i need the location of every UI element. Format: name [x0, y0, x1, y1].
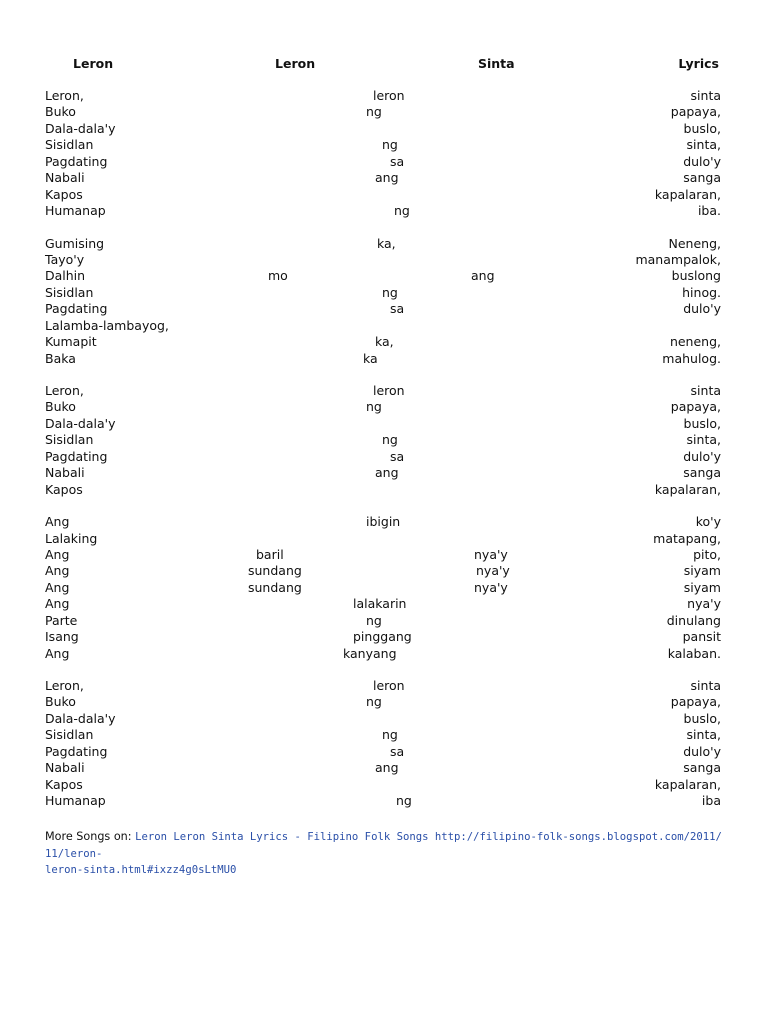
lyric-line: [45, 399, 721, 415]
lyric-word: ko'y: [695, 514, 721, 530]
lyric-word: ka,: [377, 235, 396, 251]
lyric-line: [45, 236, 721, 252]
lyric-word: sinta,: [686, 432, 721, 448]
lyric-word: Kapos: [45, 186, 83, 202]
lyric-line: [45, 334, 721, 350]
lyric-line: [45, 252, 721, 268]
lyric-line: [45, 187, 721, 203]
lyric-word: Buko: [45, 694, 76, 710]
lyric-line: [45, 793, 721, 809]
lyric-word: sinta: [690, 678, 721, 693]
lyric-word: iba.: [697, 203, 721, 219]
lyric-word: sinta,: [686, 727, 721, 743]
lyric-line: [45, 383, 721, 399]
lyric-line: [45, 514, 721, 530]
lyric-word: ang: [375, 760, 399, 776]
lyric-word: nya'y: [474, 579, 508, 595]
lyric-line: [45, 203, 721, 219]
lyric-word: Nabali: [45, 170, 85, 186]
lyric-word: ng: [366, 694, 382, 710]
lyric-word: sanga: [683, 170, 721, 186]
lyric-word: Kapos: [45, 776, 83, 792]
lyric-word: kapalaran,: [654, 776, 721, 792]
lyric-word: kalaban.: [667, 645, 721, 661]
lyric-word: Leron,: [45, 88, 84, 103]
lyric-word: Humanap: [45, 793, 106, 809]
lyric-word: Pagdating: [45, 743, 108, 759]
stanza: [45, 678, 721, 810]
lyric-word: neneng,: [669, 334, 721, 350]
lyric-word: ng: [366, 612, 382, 628]
stanza: [45, 383, 721, 498]
lyric-word: Pagdating: [45, 301, 108, 317]
lyric-word: papaya,: [670, 694, 721, 710]
lyric-line: [45, 432, 721, 448]
lyric-line: [45, 449, 721, 465]
lyric-word: sa: [390, 153, 405, 169]
lyric-word: Leron,: [45, 678, 84, 693]
lyrics-body: [45, 88, 721, 826]
lyric-line: [45, 88, 721, 104]
lyric-word: Buko: [45, 399, 76, 415]
lyric-word: manampalok,: [635, 251, 721, 267]
lyric-line: [45, 268, 721, 284]
lyric-word: leron: [373, 88, 405, 103]
lyric-word: siyam: [683, 579, 721, 595]
lyric-word: Baka: [45, 350, 76, 366]
source-url[interactable]: http://filipino-folk-songs.blogspot.com/2011/11/leron-: [45, 831, 722, 860]
lyric-line: [45, 170, 721, 186]
lyric-word: Ang: [45, 579, 70, 595]
lyric-line: [45, 531, 721, 547]
lyric-line: [45, 104, 721, 120]
lyric-word: Kapos: [45, 481, 83, 497]
lyric-line: [45, 694, 721, 710]
lyric-word: kapalaran,: [654, 481, 721, 497]
lyric-word: leron: [373, 383, 405, 398]
lyric-line: [45, 154, 721, 170]
lyric-word: Parte: [45, 612, 78, 628]
lyric-word: sanga: [683, 760, 721, 776]
lyric-word: Sisidlan: [45, 432, 94, 448]
footer-source: [45, 829, 725, 879]
lyric-word: ng: [366, 104, 382, 120]
lyric-word: ng: [394, 203, 410, 219]
lyric-word: Gumising: [45, 235, 105, 251]
lyric-line: [45, 629, 721, 645]
lyric-word: dulo'y: [683, 448, 721, 464]
lyric-line: [45, 351, 721, 367]
lyric-line: [45, 285, 721, 301]
lyric-word: Leron,: [45, 383, 84, 398]
lyric-word: Neneng,: [668, 235, 721, 251]
footer-label: More Songs on:: [45, 830, 136, 843]
lyric-word: Humanap: [45, 203, 106, 219]
lyric-word: mo: [268, 268, 288, 284]
lyric-word: pansit: [682, 629, 721, 645]
lyric-word: sinta: [690, 88, 721, 103]
source-link[interactable]: Leron Leron Sinta Lyrics - Filipino Folk Songs: [135, 831, 429, 843]
lyric-word: ibigin: [366, 514, 401, 530]
lyric-word: Dalhin: [45, 268, 86, 284]
lyric-line: [45, 613, 721, 629]
lyric-word: Ang: [45, 596, 70, 612]
lyric-word: Sisidlan: [45, 137, 94, 153]
lyric-word: nya'y: [474, 546, 508, 562]
lyric-word: ang: [471, 268, 495, 284]
lyric-word: nya'y: [476, 563, 510, 579]
lyric-word: sa: [390, 301, 405, 317]
lyric-word: Tayo'y: [45, 251, 85, 267]
lyric-word: ng: [382, 284, 398, 300]
lyric-word: dulo'y: [683, 301, 721, 317]
lyric-line: [45, 580, 721, 596]
lyric-word: Sisidlan: [45, 284, 94, 300]
title-word: Leron: [73, 56, 114, 71]
lyric-word: ka: [363, 350, 378, 366]
lyric-word: Isang: [45, 629, 79, 645]
lyric-line: [45, 301, 721, 317]
lyric-word: matapang,: [653, 530, 721, 546]
lyric-word: Ang: [45, 563, 70, 579]
lyric-word: baril: [256, 546, 284, 562]
lyric-word: iba: [701, 793, 721, 809]
lyric-word: kanyang: [343, 645, 397, 661]
lyric-word: Lalamba-lambayog,: [45, 317, 169, 333]
lyric-word: Ang: [45, 645, 70, 661]
lyric-word: ng: [366, 399, 382, 415]
lyric-line: [45, 563, 721, 579]
source-url-tail[interactable]: leron-sinta.html#ixzz4g0sLtMU0: [45, 864, 237, 876]
lyric-word: ng: [382, 137, 398, 153]
lyric-word: Lalaking: [45, 530, 98, 546]
lyric-line: [45, 760, 721, 776]
lyric-word: sundang: [248, 563, 302, 579]
lyric-line: [45, 596, 721, 612]
lyric-line: [45, 547, 721, 563]
lyric-word: ang: [375, 465, 399, 481]
lyric-word: leron: [373, 678, 405, 693]
lyric-line: [45, 121, 721, 137]
song-title: [45, 56, 721, 72]
lyric-line: [45, 744, 721, 760]
lyric-word: hinog.: [682, 284, 721, 300]
lyric-word: sa: [390, 448, 405, 464]
lyric-word: ng: [382, 432, 398, 448]
lyric-line: [45, 678, 721, 694]
lyric-word: kapalaran,: [654, 186, 721, 202]
lyric-word: ng: [382, 727, 398, 743]
lyric-line: [45, 727, 721, 743]
lyric-word: buslong: [671, 268, 721, 284]
lyric-line: [45, 646, 721, 662]
lyric-line: [45, 711, 721, 727]
lyric-word: Dala-dala'y: [45, 710, 116, 726]
lyric-word: pinggang: [353, 629, 412, 645]
lyric-line: [45, 416, 721, 432]
lyric-word: Nabali: [45, 760, 85, 776]
lyric-word: nya'y: [687, 596, 721, 612]
lyric-line: [45, 318, 721, 334]
lyric-word: dulo'y: [683, 743, 721, 759]
stanza: [45, 88, 721, 220]
lyric-word: dulo'y: [683, 153, 721, 169]
lyric-word: sanga: [683, 465, 721, 481]
lyric-word: Ang: [45, 546, 70, 562]
lyric-word: Dala-dala'y: [45, 120, 116, 136]
title-word: Lyrics: [678, 56, 719, 71]
lyric-line: [45, 482, 721, 498]
lyric-word: sundang: [248, 579, 302, 595]
lyric-line: [45, 137, 721, 153]
lyric-word: sinta,: [686, 137, 721, 153]
lyric-word: buslo,: [683, 415, 721, 431]
lyric-word: mahulog.: [662, 350, 721, 366]
lyric-word: papaya,: [670, 399, 721, 415]
lyric-word: dinulang: [666, 612, 721, 628]
lyric-word: buslo,: [683, 710, 721, 726]
title-word: Leron: [275, 56, 316, 71]
lyric-word: ng: [396, 793, 412, 809]
lyric-word: sinta: [690, 383, 721, 398]
lyric-word: siyam: [683, 563, 721, 579]
lyric-word: lalakarin: [353, 596, 407, 612]
lyric-word: Pagdating: [45, 153, 108, 169]
lyric-word: pito,: [693, 546, 721, 562]
lyric-word: buslo,: [683, 120, 721, 136]
stanza: [45, 236, 721, 368]
lyric-word: papaya,: [670, 104, 721, 120]
lyric-word: Dala-dala'y: [45, 415, 116, 431]
lyric-word: sa: [390, 743, 405, 759]
lyric-word: Kumapit: [45, 334, 97, 350]
lyric-line: [45, 777, 721, 793]
lyric-word: Pagdating: [45, 448, 108, 464]
lyric-word: Ang: [45, 514, 70, 530]
lyric-word: Sisidlan: [45, 727, 94, 743]
lyric-line: [45, 465, 721, 481]
stanza: [45, 514, 721, 662]
lyric-word: ang: [375, 170, 399, 186]
lyric-word: ka,: [375, 334, 394, 350]
lyric-word: Nabali: [45, 465, 85, 481]
lyric-word: Buko: [45, 104, 76, 120]
title-word: Sinta: [478, 56, 515, 71]
